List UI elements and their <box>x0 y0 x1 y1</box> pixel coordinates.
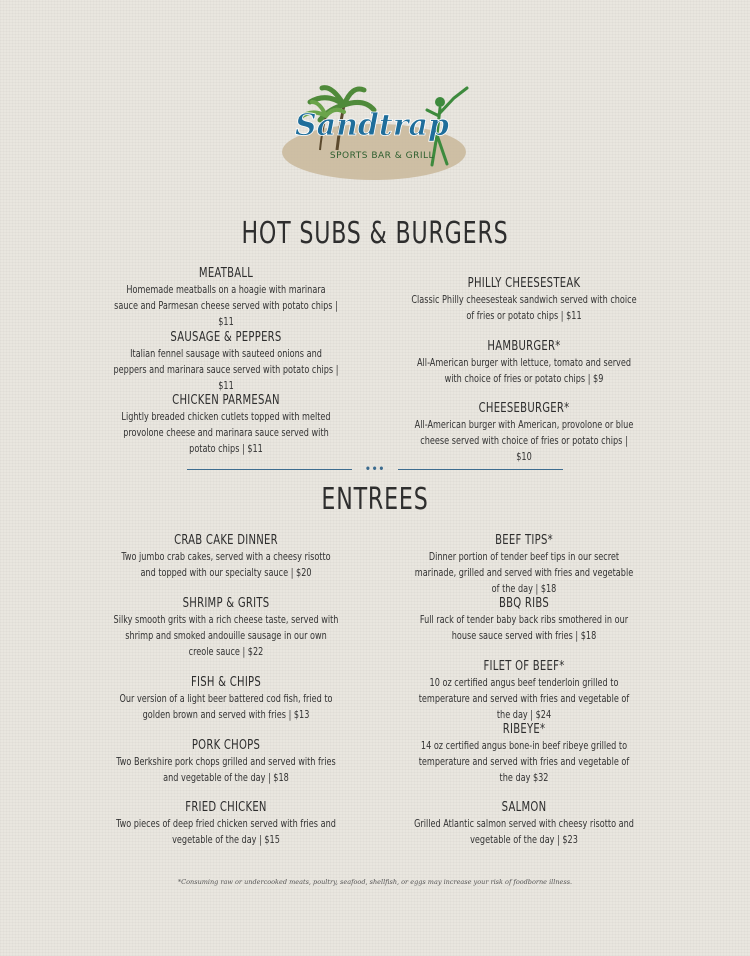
item-description: Two Berkshire pork chops grilled and served with fries and vegetable of the day | $18 <box>116 756 336 784</box>
section-title-entrees: ENTREES <box>321 482 429 517</box>
item-description: Two pieces of deep fried chicken served with fries and vegetable of the day | $15 <box>116 818 336 846</box>
divider-dots: ••• <box>365 464 386 475</box>
item-description: Italian fennel sausage with sauteed onions and peppers and marinara sauce served with potato chips | $11 <box>113 348 339 392</box>
menu-item <box>95 533 357 581</box>
item-name: CHEESEBURGER* <box>478 401 570 416</box>
menu-item <box>393 800 655 848</box>
item-name: CRAB CAKE DINNER <box>174 533 278 548</box>
item-description: Lightly breaded chicken cutlets topped with melted provolone cheese and marinara sauce served with potato chips | $11 <box>121 411 331 455</box>
divider-line-right <box>398 469 563 470</box>
item-name: BEEF TIPS* <box>495 533 553 548</box>
item-name: BBQ RIBS <box>498 596 550 611</box>
item-name: FILET OF BEEF* <box>483 659 565 674</box>
item-name: SAUSAGE & PEPPERS <box>170 330 282 345</box>
sandtrap-logo <box>282 80 472 185</box>
item-description: 14 oz certified angus bone-in beef ribeye grilled to temperature and served with fries and vegetable of the day $32 <box>418 740 630 784</box>
item-name: HAMBURGER* <box>487 339 561 354</box>
section-title-hot-subs: HOT SUBS & BURGERS <box>241 216 509 251</box>
menu-item <box>393 401 655 465</box>
item-description: Our version of a light beer battered cod fish, fried to golden brown and served with fries | $13 <box>119 693 333 721</box>
menu-item <box>95 266 357 330</box>
item-name: FISH & CHIPS <box>190 675 262 690</box>
menu-item <box>393 722 655 786</box>
menu-item <box>95 675 357 723</box>
divider-line-left <box>187 469 352 470</box>
footnote: *Consuming raw or undercooked meats, poultry, seafood, shellfish, or eggs may increase your risk of foodborne illness. <box>177 878 573 886</box>
menu-item <box>393 533 655 597</box>
menu-item <box>95 330 357 394</box>
menu-item <box>393 339 655 387</box>
item-description: Classic Philly cheesesteak sandwich served with choice of fries or potato chips | $11 <box>411 294 637 322</box>
item-name: SHRIMP & GRITS <box>182 596 270 611</box>
logo-wordmark: Sandtrap <box>295 108 449 143</box>
item-description: All-American burger with American, provolone or blue cheese served with choice of fries or potato chips | $10 <box>414 419 634 463</box>
item-description: Full rack of tender baby back ribs smothered in our house sauce served with fries | $18 <box>419 614 629 642</box>
menu-item <box>95 800 357 848</box>
menu-item <box>95 596 357 660</box>
item-description: Homemade meatballs on a hoagie with marinara sauce and Parmesan cheese served with potato chips | $11 <box>114 284 338 328</box>
item-description: 10 oz certified angus beef tenderloin grilled to temperature and served with fries and vegetable of the day | $24 <box>418 677 630 721</box>
item-name: RIBEYE* <box>502 722 546 737</box>
item-description: Silky smooth grits with a rich cheese taste, served with shrimp and smoked andouille sausage in our own creole sauce | $22 <box>113 614 339 658</box>
menu-item <box>95 738 357 786</box>
item-name: SALMON <box>501 800 547 815</box>
logo-tagline: SPORTS BAR & GRILL <box>329 151 435 161</box>
item-description: Two jumbo crab cakes, served with a cheesy risotto and topped with our specialty sauce | $20 <box>121 551 331 579</box>
menu-item <box>393 276 655 324</box>
menu-item <box>393 596 655 644</box>
menu-item <box>393 659 655 723</box>
menu-item <box>95 393 357 457</box>
item-name: CHICKEN PARMESAN <box>172 393 280 408</box>
item-description: Grilled Atlantic salmon served with cheesy risotto and vegetable of the day | $23 <box>414 818 634 846</box>
item-name: MEATBALL <box>198 266 254 281</box>
item-description: Dinner portion of tender beef tips in our secret marinade, grilled and served with fries and vegetable of the day | $18 <box>414 551 634 595</box>
item-name: FRIED CHICKEN <box>185 800 267 815</box>
item-name: PHILLY CHEESESTEAK <box>467 276 581 291</box>
item-description: All-American burger with lettuce, tomato and served with choice of fries or potato chips | $9 <box>416 357 632 385</box>
item-name: PORK CHOPS <box>191 738 261 753</box>
